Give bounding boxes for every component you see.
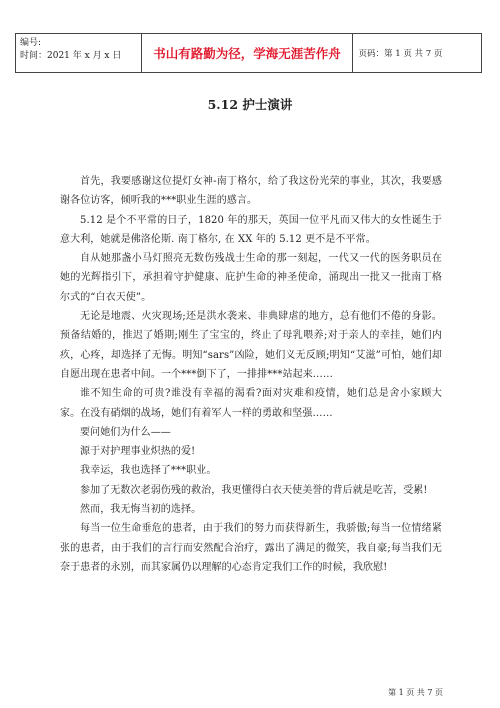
document-title: 5.12 护士演讲 (207, 97, 293, 112)
paragraph: 每当一位生命垂危的患者，由于我们的努力而获得新生，我骄傲;每当一位情绪紧张的患者，由于我们的言行而安然配合治疗，露出了满足的微笑，我自豪;每当我们无奈于患者的永别，而其家属仍以理解的心态肯定我们工作的时候，我欣慰! (60, 523, 442, 573)
paragraph: 参加了无数次老弱伤残的救治，我更懂得白衣天使美誉的背后就是吃苦，受累! (80, 484, 428, 496)
page-footer: 第 1 页 共 7 页 (388, 688, 443, 697)
number-label: 编号: (20, 38, 42, 48)
motto-cell (142, 34, 352, 72)
page-info-text: 页码：第 1 页 共 7 页 (358, 49, 443, 59)
paragraph: 源于对护理事业炽热的爱! (80, 446, 196, 458)
paragraph: 无论是地震、火灾现场;还是洪水袭来、非典肆虐的地方，总有他们不倦的身影。预备结婚的，推迟了婚期;刚生了宝宝的，终止了母乳喂养;对于亲人的幸挂，她们内疚，心疼，却选择了无悔。明知“sars”凶险，她们义无反顾;明知“艾滋”可怕，她们却自愿出现在患者中间。一个***倒下了，一排排***站起来…… (60, 311, 442, 380)
document-body (60, 172, 442, 577)
paragraph: 然而，我无悔当初的选择。 (80, 504, 202, 516)
paragraph: 要问她们为什么—— (80, 426, 171, 438)
paragraph: 我幸运，我也选择了***职业。 (80, 465, 217, 477)
page-info-cell (353, 34, 481, 72)
header-meta-cell (16, 34, 142, 72)
motto-text: 书山有路勤为径，学海无涯苦作舟 (153, 46, 341, 61)
header-table (15, 33, 482, 73)
paragraph: 自从她那盏小马灯照亮无数伤残战士生命的那一刻起，一代又一代的医务职员在她的光辉指引下，承担着守护健康、庇护生命的神圣使命，涌现出一批又一批南丁格尔式的“白衣天使”。 (60, 253, 442, 303)
time-label: 时间：2021 年 x 月 x 日 (20, 51, 122, 61)
paragraph: 首先，我要感谢这位提灯女神-南丁格尔，给了我这份光荣的事业，其次，我要感谢各位访客，倾听我的***职业生涯的感言。 (60, 176, 442, 207)
paragraph: 谁不知生命的可贵?谁没有幸福的渴看?面对灾难和疫情，她们总是舍小家顾大家。在没有硝烟的战场，她们有着军人一样的勇敢和坚强…… (60, 388, 442, 419)
paragraph: 5.12 是个不平常的日子，1820 年的那天，英国一位平凡而又伟大的女性诞生于意大利，她就是佛洛伦斯. 南丁格尔, 在 XX 年的 5.12 更不是不平常。 (60, 214, 442, 245)
